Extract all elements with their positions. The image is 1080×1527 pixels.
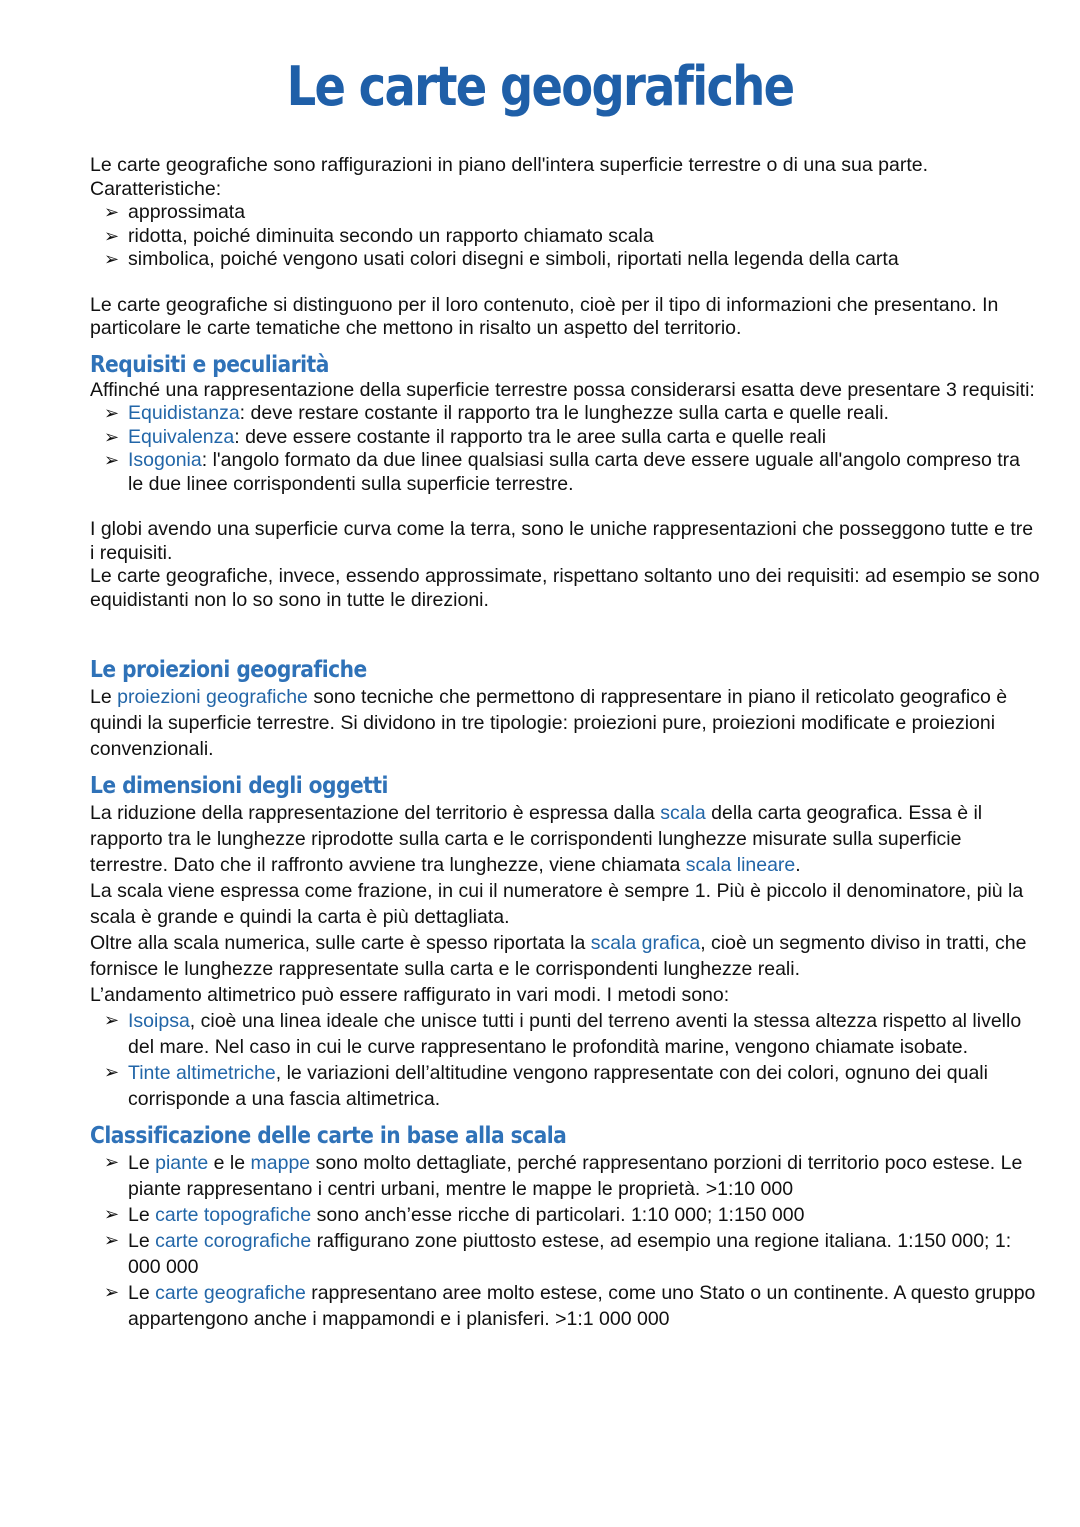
document-body — [90, 154, 1040, 1332]
term-isogonia: Isogonia — [128, 449, 202, 471]
list-item: ➢ Le carte geografiche rappresentano aree molto estese, come uno Stato o un continente. A questo gruppo appartengono anche i mappamondi e i planisferi. >1:1 000 000 — [104, 1282, 1036, 1330]
list-item: ➢ Equidistanza: deve restare costante il rapporto tra le lunghezze sulla carta e quelle reali. — [104, 402, 889, 424]
requisiti-list — [90, 402, 1040, 496]
section-heading-dimensioni: Le dimensioni degli oggetti — [90, 773, 388, 799]
term-scala-grafica: scala grafica — [590, 932, 701, 954]
term-carte-corografiche: carte corografiche — [155, 1230, 312, 1252]
list-item: ➢ Isoipsa, cioè una linea ideale che unisce tutti i punti del terreno aventi la stessa altezza rispetto al livello del mare. Nel caso in cui le curve rappresentano le profondità marine, vengono chiamate isobate. — [104, 1010, 1022, 1058]
dimensioni-section — [90, 800, 1040, 1112]
arrow-bullet-icon: ➢ — [104, 1152, 120, 1173]
list-item: ➢ Tinte altimetriche, le variazioni dell’altitudine vengono rappresentate con dei colori, ognuno dei quali corrisponde a una fascia altimetrica. — [104, 1062, 988, 1110]
section-heading-classificazione: Classificazione delle carte in base alla scala — [90, 1123, 567, 1149]
intro-paragraph: Le carte geografiche sono raffigurazioni in piano dell'intera superficie terrestre o di una sua parte. — [90, 154, 929, 176]
classificazione-list — [90, 1150, 1040, 1332]
arrow-bullet-icon: ➢ — [104, 426, 120, 448]
classificazione-section — [90, 1150, 1040, 1332]
arrow-bullet-icon: ➢ — [104, 1010, 120, 1031]
arrow-bullet-icon: ➢ — [104, 1062, 120, 1083]
term-proiezioni: proiezioni geografiche — [117, 686, 308, 708]
arrow-bullet-icon: ➢ — [104, 1230, 120, 1251]
list-item: ➢ simbolica, poiché vengono usati colori disegni e simboli, riportati nella legenda della carta — [104, 248, 899, 270]
list-item: ➢ Equivalenza: deve essere costante il rapporto tra le aree sulla carta e quelle reali — [104, 425, 827, 448]
arrow-bullet-icon: ➢ — [104, 1282, 120, 1303]
list-item: ➢ ridotta, poiché diminuita secondo un rapporto chiamato scala — [104, 224, 654, 247]
term-carte-topografiche: carte topografiche — [155, 1204, 312, 1226]
arrow-bullet-icon: ➢ — [104, 202, 120, 223]
requisiti-paragraph: Affinché una rappresentazione della superficie terrestre possa considerarsi esatta deve presentare 3 requisiti: — [90, 378, 1035, 401]
term-piante: piante — [155, 1152, 209, 1174]
metodi-list — [90, 1008, 1040, 1112]
arrow-bullet-icon: ➢ — [104, 1204, 120, 1225]
list-item: ➢ Isogonia: l'angolo formato da due linee qualsiasi sulla carta deve essere uguale all'angolo compreso tra le due linee corrispondenti sulla superficie terrestre. — [104, 449, 1021, 495]
scala-grafica-paragraph: Oltre alla scala numerica, sulle carte è spesso riportata la scala grafica, cioè un segmento diviso in tratti, che fornisce le lunghezze rappresentate sulla carta e le corrispondenti lunghezze reali. — [90, 932, 1027, 980]
arrow-bullet-icon: ➢ — [104, 450, 120, 471]
frazione-paragraph: La scala viene espressa come frazione, in cui il numeratore è sempre 1. Più è piccolo il denominatore, più la scala è grande e quindi la carta è più dettagliata. — [90, 880, 1024, 928]
list-item: ➢ approssimata — [104, 201, 246, 223]
page-title: Le carte geografiche — [286, 55, 794, 118]
section-heading-proiezioni: Le proiezioni geografiche — [90, 657, 367, 683]
term-tinte-altimetriche: Tinte altimetriche — [128, 1062, 276, 1084]
proiezioni-paragraph: Le proiezioni geografiche sono tecniche che permettono di rappresentare in piano il reticolato geografico è quindi la superficie terrestre. Si dividono in tre tipologie: proiezioni pure, proiezioni modificate e proiezioni convenzionali. — [90, 686, 1008, 760]
section-heading-requisiti: Requisiti e peculiarità — [90, 351, 329, 378]
list-item: ➢ Le carte corografiche raffigurano zone piuttosto estese, ad esempio una regione italiana. 1:150 000; 1: 000 000 — [104, 1230, 1012, 1278]
arrow-bullet-icon: ➢ — [104, 249, 120, 270]
list-item: ➢ Le piante e le mappe sono molto dettagliate, perché rappresentano porzioni di territorio poco estese. Le piante rappresentano i centri urbani, mentre le mappe le proprietà. >1:10 000 — [104, 1152, 1023, 1200]
term-equidistanza: Equidistanza — [128, 402, 240, 424]
term-isoipsa: Isoipsa — [128, 1010, 190, 1032]
intro-paragraph-2: Le carte geografiche si distinguono per il loro contenuto, cioè per il tipo di informazioni che presentano. In particolare le carte tematiche che mettono in risalto un aspetto del territorio. — [90, 293, 999, 339]
altimetria-paragraph: L’andamento altimetrico può essere raffigurato in vari modi. I metodi sono: — [90, 984, 730, 1006]
term-carte-geografiche: carte geografiche — [155, 1282, 306, 1304]
term-scala: scala — [660, 802, 706, 824]
list-item: ➢ Le carte topografiche sono anch’esse ricche di particolari. 1:10 000; 1:150 000 — [104, 1204, 805, 1226]
carte-paragraph: Le carte geografiche, invece, essendo approssimate, rispettano soltanto uno dei requisiti: ad esempio se sono equidistanti non lo so sono in tutte le direzioni. — [90, 565, 1040, 611]
globi-paragraph: I globi avendo una superficie curva come la terra, sono le uniche rappresentazioni che posseggono tutte e tre i requisiti. — [90, 518, 1034, 564]
term-equivalenza: Equivalenza — [128, 425, 235, 448]
arrow-bullet-icon: ➢ — [104, 403, 120, 424]
term-mappe: mappe — [250, 1152, 311, 1174]
term-scala-lineare: scala lineare — [685, 854, 796, 876]
caratteristiche-list — [90, 201, 1040, 272]
arrow-bullet-icon: ➢ — [104, 225, 120, 247]
caratteristiche-label: Caratteristiche: — [90, 177, 222, 200]
scala-paragraph: La riduzione della rappresentazione del territorio è espressa dalla scala della carta geografica. Essa è il rapporto tra le lunghezze riprodotte sulla carta e le corrispondenti lunghezze misurate sulla superficie terrestre. Dato che il raffronto avviene tra lunghezze, viene chiamata scala lineare. — [90, 802, 983, 876]
